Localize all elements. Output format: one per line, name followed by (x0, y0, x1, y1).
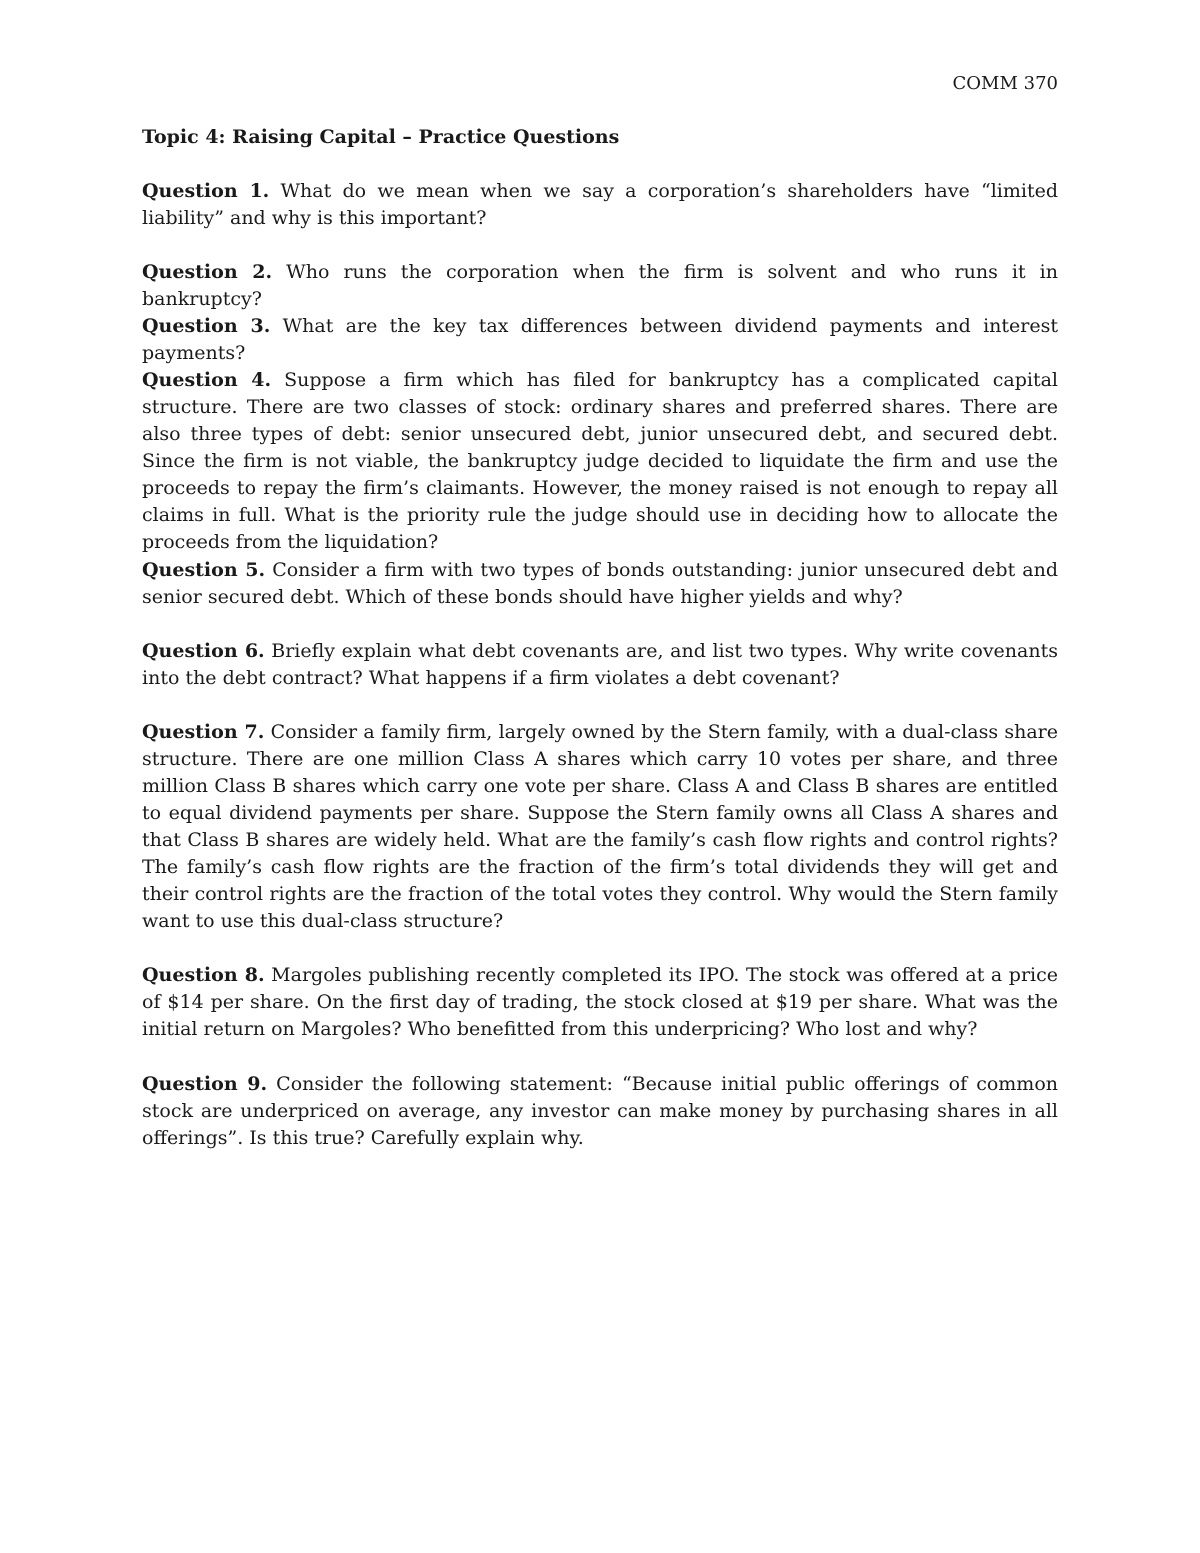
question-label: Question 6. (142, 640, 265, 662)
question-text: Suppose a firm which has filed for bankruptcy has a complicated capital structure. There are two classes of stock: ordinary shares and preferred shares. There are also three types of debt: senior unsecured debt, junior unsecured debt, and secured debt. Since the firm is not viable, the bankruptcy judge decided to liquidate the firm and use the proceeds to repay the firm’s claimants. However, the money raised is not enough to repay all claims in full. What is the priority rule the judge should use in deciding how to allocate the proceeds from the liquidation? (142, 369, 1058, 553)
question-3 (142, 313, 1058, 367)
question-text: Who runs the corporation when the firm is solvent and who runs it in bankruptcy? (142, 261, 1058, 310)
question-label: Question 8. (142, 964, 265, 986)
question-label: Question 5. (142, 559, 266, 581)
question-2 (142, 259, 1058, 313)
question-4 (142, 367, 1058, 556)
question-text: Consider a firm with two types of bonds outstanding: junior unsecured debt and senior secured debt. Which of these bonds should have higher yields and why? (142, 559, 1058, 608)
question-7 (142, 719, 1058, 935)
question-5 (142, 557, 1058, 611)
course-code: COMM 370 (952, 73, 1058, 94)
question-text: Margoles publishing recently completed its IPO. The stock was offered at a price of $14 per share. On the first day of trading, the stock closed at $19 per share. What was the initial return on Margoles? Who benefitted from this underpricing? Who lost and why? (142, 964, 1058, 1040)
question-8 (142, 962, 1058, 1043)
question-label: Question 9. (142, 1073, 268, 1095)
question-label: Question 2. (142, 261, 273, 283)
question-text: Consider a family firm, largely owned by the Stern family, with a dual-class share structure. There are one million Class A shares which carry 10 votes per share, and three million Class B shares which carry one vote per share. Class A and Class B shares are entitled to equal dividend payments per share. Suppose the Stern family owns all Class A shares and that Class B shares are widely held. What are the family’s cash flow rights and control rights? The family’s cash flow rights are the fraction of the firm’s total dividends they will get and their control rights are the fraction of the total votes they control. Why would the Stern family want to use this dual-class structure? (142, 721, 1058, 932)
question-text: Consider the following statement: “Because initial public offerings of common stock are underpriced on average, any investor can make money by purchasing shares in all offerings”. Is this true? Carefully explain why. (142, 1073, 1058, 1149)
page-title: Topic 4: Raising Capital – Practice Questions (142, 126, 620, 148)
question-1 (142, 178, 1058, 232)
question-9 (142, 1071, 1058, 1152)
question-label: Question 7. (142, 721, 265, 743)
question-6 (142, 638, 1058, 692)
question-label: Question 4. (142, 369, 272, 391)
question-text: What do we mean when we say a corporation’s shareholders have “limited liability” and why is this important? (142, 180, 1058, 229)
question-label: Question 1. (142, 180, 270, 202)
question-label: Question 3. (142, 315, 271, 337)
question-text: What are the key tax differences between dividend payments and interest payments? (142, 315, 1058, 364)
question-text: Briefly explain what debt covenants are, and list two types. Why write covenants into the debt contract? What happens if a firm violates a debt covenant? (142, 640, 1058, 689)
